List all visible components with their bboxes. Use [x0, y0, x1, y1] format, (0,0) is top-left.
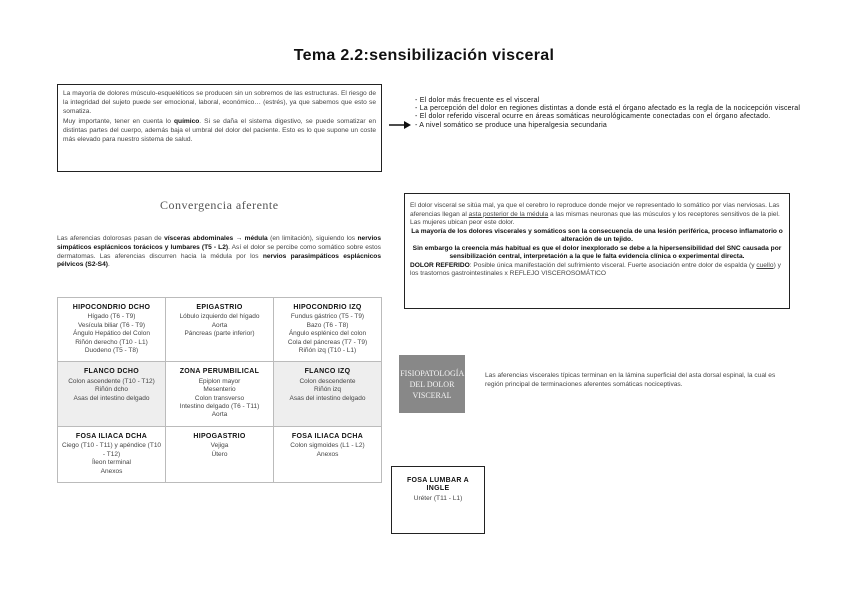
intro-p2-text-b: . Si se daña el sistema digestivo, se puede somatizar en distintas partes del cuerpo, además baja el umbral del dolor del paciente. Esto es lo que supone un coste más elevado para nuestro sistema de salud.	[63, 117, 376, 144]
table-row	[58, 298, 382, 362]
referred-pain-label: DOLOR REFERIDO	[410, 261, 470, 269]
region-organ: Riñón derecho (T10 - L1)	[75, 338, 148, 346]
region-cell	[274, 298, 382, 362]
region-title: ZONA PERUMBILICAL	[179, 368, 260, 376]
region-cell	[58, 426, 166, 482]
conv-text-3: . Así el dolor se percibe como somático sobre estos dermatomas. Las aferencias discurren hacia la médula por los	[57, 243, 381, 260]
key-point: - El dolor más frecuente es el visceral	[415, 97, 805, 105]
region-title: HIPOCONDRIO IZQ	[293, 304, 362, 311]
region-organ: Vejiga	[210, 442, 229, 450]
referred-text-b: ) y los trastornos gastrointestinales x REFLEJO VISCEROSOMÁTICO	[410, 261, 781, 277]
region-cell	[274, 362, 382, 426]
section-title-convergencia: Convergencia aferente	[160, 198, 279, 212]
key-points-list	[415, 97, 805, 130]
visceral-text-b: a las mismas neuronas que las músculos y los receptores sensitivos de la piel. Las mujeres ubican peor este dolor.	[410, 210, 780, 226]
region-organ: Asas del intestino delgado	[289, 394, 366, 402]
key-point: - El dolor referido visceral ocurre en áreas somáticas neurológicamente conectadas con el órgano afectado.	[415, 113, 805, 121]
region-cell	[274, 426, 382, 482]
referred-pain-paragraph	[410, 262, 784, 279]
fosa-lumbar-title: FOSA LUMBAR A INGLE	[406, 477, 470, 493]
referred-text-underline: cuello	[756, 261, 774, 269]
abdominal-regions-table	[57, 297, 382, 483]
region-title: EPIGASTRIO	[196, 304, 243, 311]
visceral-text-a: El dolor visceral se sitúa mal, ya que el cerebro lo reproduce donde mejor ve representado lo somático por vías nerviosas. Las aferencias llegan al	[410, 202, 780, 218]
region-organ: Aorta	[211, 321, 228, 329]
page-title: Tema 2.2:sensibilización visceral	[293, 47, 555, 64]
region-organ: Epiplon mayor	[198, 377, 241, 385]
region-organ: Riñón dcho	[95, 386, 128, 394]
region-organ: Cola del páncreas (T7 - T9)	[287, 338, 368, 346]
fisiopatologia-label-box	[399, 355, 465, 413]
region-cell	[166, 426, 274, 482]
region-cell	[58, 298, 166, 362]
region-organ: Duodeno (T5 - T8)	[84, 347, 139, 355]
visceral-pain-box	[404, 193, 790, 309]
table-row	[58, 362, 382, 426]
conv-text-1: Las aferencias dolorosas pasan de	[57, 235, 165, 242]
region-organ: Íleon terminal	[91, 459, 132, 467]
table-row	[58, 426, 382, 482]
conv-bold-3: nervios parasimpáticos esplácnicos pélvicos (S2-S4)	[57, 252, 381, 269]
region-organ: Anexos	[316, 450, 339, 458]
region-organ: Riñón izq (T10 - L1)	[298, 347, 357, 355]
convergencia-text	[57, 235, 381, 270]
fosa-lumbar-line: Uréter (T11 - L1)	[413, 494, 463, 502]
region-organ: Fundus gástrico (T5 - T9)	[290, 313, 365, 321]
region-organ: Anexos	[100, 467, 123, 475]
region-organ: Riñón izq	[313, 386, 342, 394]
region-organ: Colon ascendente (T10 - T12)	[68, 377, 155, 385]
fosa-lumbar-box	[391, 466, 485, 534]
region-organ: Vesícula biliar (T6 - T9)	[77, 321, 146, 329]
intro-p2-text-a: Muy importante, tener en cuenta lo	[63, 117, 175, 125]
region-title: FOSA ILIACA DCHA	[291, 432, 364, 440]
visceral-centered-2: Sin embargo la creencia más habitual es que el dolor inexplorado se debe a la hipersensibilidad del SNC causada por sensibilización central, interpretación a la que le falta evidencia clínica o experimental directa.	[412, 244, 782, 260]
intro-box	[57, 84, 382, 172]
region-organ: Bazo (T6 - T8)	[306, 321, 349, 329]
visceral-paragraph	[410, 202, 784, 228]
region-organ: Colon descendente	[299, 377, 356, 385]
intro-p2-bold: químico	[174, 117, 200, 125]
region-organ: Intestino delgado (T6 - T11)	[179, 403, 260, 411]
region-organ: Aorta	[211, 411, 228, 419]
referred-text-a: : Posible única manifestación del sufrimiento visceral. Fuerte asociación entre dolor de espalda (y	[469, 261, 757, 269]
region-organ: Ciego (T10 - T11) y apéndice (T10 - T12)	[61, 442, 162, 458]
region-organ: Útero	[211, 450, 228, 458]
key-point: - A nivel somático se produce una hiperalgesia secundaria	[415, 122, 805, 130]
region-organ: Mesenterio	[203, 386, 236, 394]
region-title: HIPOGASTRIO	[193, 432, 246, 440]
region-organ: Colon transverso	[194, 394, 245, 402]
region-cell	[166, 298, 274, 362]
right-arrow-icon	[389, 120, 411, 130]
region-organ: Ángulo Hepático del Colon	[73, 330, 150, 338]
visceral-centered-1: La mayoría de los dolores viscerales y somáticos son la consecuencia de una lesión periférica, proceso inflamatorio o alteración de un tejido.	[411, 227, 783, 243]
region-title: HIPOCONDRIO DCHO	[72, 304, 151, 311]
visceral-text-underline: asta posterior de la médula	[468, 210, 549, 218]
fisiopatologia-label: FISIOPATOLOGÍA DEL DOLOR VISCERAL	[400, 368, 465, 400]
intro-paragraph-2	[63, 117, 376, 145]
region-organ: Lóbulo izquierdo del hígado	[179, 313, 260, 321]
region-organ: Ángulo esplénico del colon	[288, 330, 367, 338]
fisiopatologia-text: Las aferencias viscerales típicas terminan en la lámina superficial del asta dorsal espinal, la cual es región principal de terminaciones aferentes somáticas nociceptivas.	[485, 372, 776, 388]
region-title: FOSA ILIACA DCHA	[75, 432, 148, 440]
region-title: FLANCO IZQ	[304, 368, 351, 376]
conv-bold-2: nervios simpáticos esplácnicos torácicos y lumbares (T5 - L2)	[57, 235, 381, 251]
conv-text-2: (en limitación), siguiendo los	[267, 235, 358, 242]
key-point: - La percepción del dolor en regiones distintas a donde está el órgano afectado es la regla de la nocicepción visceral	[415, 105, 805, 113]
intro-paragraph-1: La mayoría de dolores músculo-esqueléticos se producen sin un sobremos de las estructuras. El riesgo de la integridad del sujeto puede ser emocional, laboral, económico… (estrés), ya que sabemos que esto se somatiza.	[63, 90, 376, 116]
region-organ: Asas del intestino delgado	[73, 394, 150, 402]
region-title: FLANCO DCHO	[83, 368, 140, 376]
region-organ: Hígado (T6 - T9)	[87, 313, 136, 321]
region-cell	[166, 362, 274, 426]
conv-text-4: .	[107, 261, 110, 269]
region-organ: Colon sigmoides (L1 - L2)	[290, 442, 365, 450]
region-organ: Páncreas (parte inferior)	[184, 330, 255, 338]
conv-bold-1: vísceras abdominales → médula	[164, 235, 268, 242]
region-cell	[58, 362, 166, 426]
